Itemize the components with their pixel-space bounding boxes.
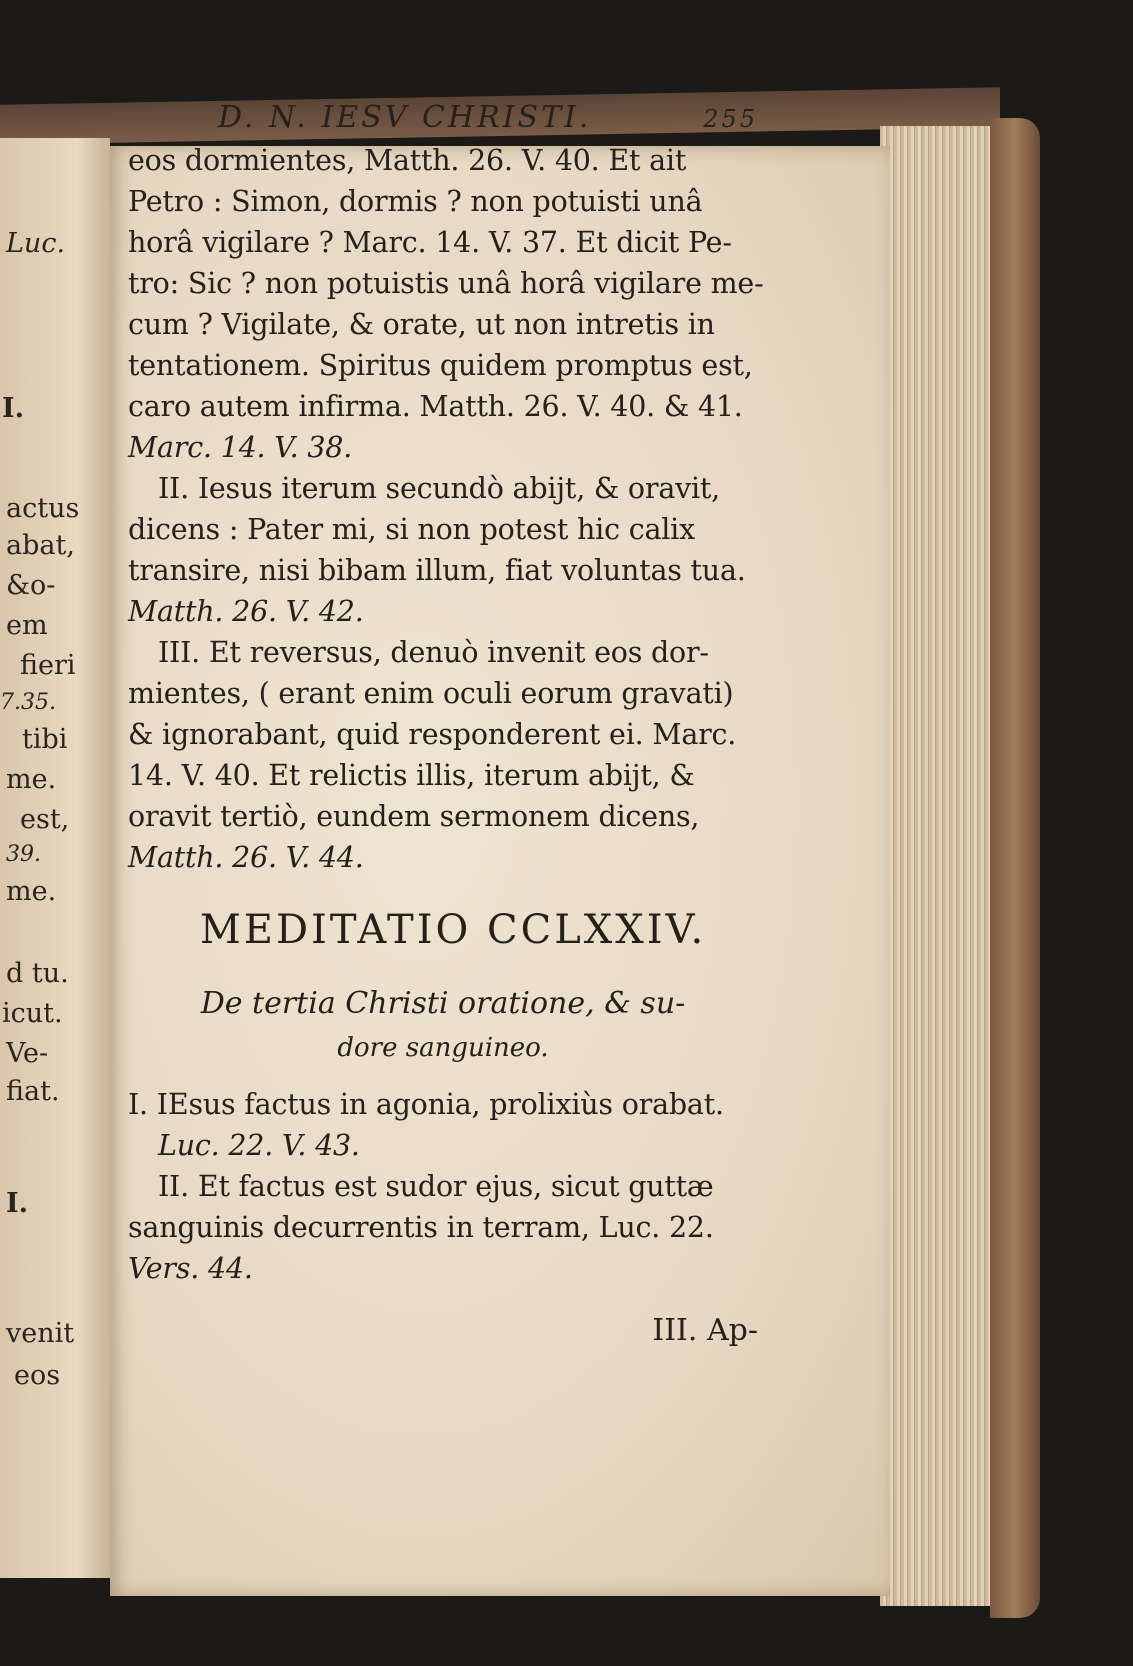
body-line: mientes, ( erant enim oculi eorum gravati) [128, 677, 734, 710]
left-fragment: 7.35. [0, 690, 56, 715]
left-fragment: est, [20, 804, 70, 835]
body-line: horâ vigilare ? Marc. 14. V. 37. Et dicit Pe- [128, 226, 732, 259]
body-line: & ignorabant, quid responderent ei. Marc. [128, 718, 737, 751]
left-fragment: fiat. [6, 1076, 60, 1107]
body-line: II. Iesus iterum secundò abijt, & oravit, [158, 472, 721, 505]
left-fragment: eos [14, 1360, 61, 1391]
left-fragment: icut. [2, 998, 63, 1029]
body-line: Matth. 26. V. 42. [128, 595, 364, 628]
body-line: tro: Sic ? non potuistis unâ horâ vigilare me- [128, 267, 764, 300]
left-fragment: I. [2, 393, 25, 424]
body-line: 14. V. 40. Et relictis illis, iterum abijt, & [128, 759, 695, 792]
left-page [0, 138, 110, 1578]
meditation-title: MEDITATIO CCLXXIV. [199, 907, 707, 953]
page-header [128, 100, 758, 140]
page-text [128, 100, 764, 1348]
left-fragment: I. [6, 1188, 29, 1219]
catchword: III. Ap- [652, 1313, 758, 1348]
body-line: cum ? Vigilate, & orate, ut non intretis in [128, 308, 715, 341]
left-fragment: me. [6, 764, 57, 795]
left-fragment: fieri [20, 650, 76, 681]
left-fragment: actus [6, 493, 80, 524]
body-line: caro autem infirma. Matth. 26. V. 40. & 41. [128, 390, 743, 423]
left-fragment: me. [6, 876, 57, 907]
body-line: III. Et reversus, denuò invenit eos dor- [158, 636, 709, 669]
meditation-subtitle: dore sanguineo. [337, 1033, 549, 1063]
left-fragment: d tu. [6, 958, 69, 989]
body-line: Petro : Simon, dormis ? non potuisti unâ [128, 185, 703, 218]
meditation-line: Vers. 44. [128, 1252, 253, 1285]
left-fragment: 39. [6, 842, 41, 867]
meditation-subtitle: De tertia Christi oratione, & su- [200, 986, 686, 1021]
left-fragment: &o- [6, 570, 56, 601]
left-fragment: tibi [22, 724, 68, 755]
page-number: 255 [703, 105, 758, 133]
body-line: Marc. 14. V. 38. [128, 431, 353, 464]
body-line: Matth. 26. V. 44. [128, 841, 364, 874]
left-fragment: abat, [6, 530, 75, 561]
meditation-line: sanguinis decurrentis in terram, Luc. 22. [128, 1211, 714, 1244]
meditation-line: Luc. 22. V. 43. [158, 1129, 360, 1162]
running-title: D. N. IESV CHRISTI. [218, 100, 592, 135]
left-fragment: Luc. [6, 228, 66, 259]
body-line: dicens : Pater mi, si non potest hic calix [128, 513, 695, 546]
left-fragment: venit [6, 1318, 75, 1349]
book-cover-edge [990, 118, 1040, 1618]
left-fragment: Ve- [6, 1038, 49, 1069]
meditation-line: I. IEsus factus in agonia, prolixiùs orabat. [128, 1088, 724, 1121]
body-line: tentationem. Spiritus quidem promptus est, [128, 349, 753, 382]
body-line: oravit tertiò, eundem sermonem dicens, [128, 800, 700, 833]
body-line: transire, nisi bibam illum, fiat voluntas tua. [128, 554, 746, 587]
body-line: eos dormientes, Matth. 26. V. 40. Et ait [128, 144, 687, 177]
meditation-line: II. Et factus est sudor ejus, sicut guttæ [158, 1170, 714, 1203]
left-fragment: em [6, 610, 48, 641]
